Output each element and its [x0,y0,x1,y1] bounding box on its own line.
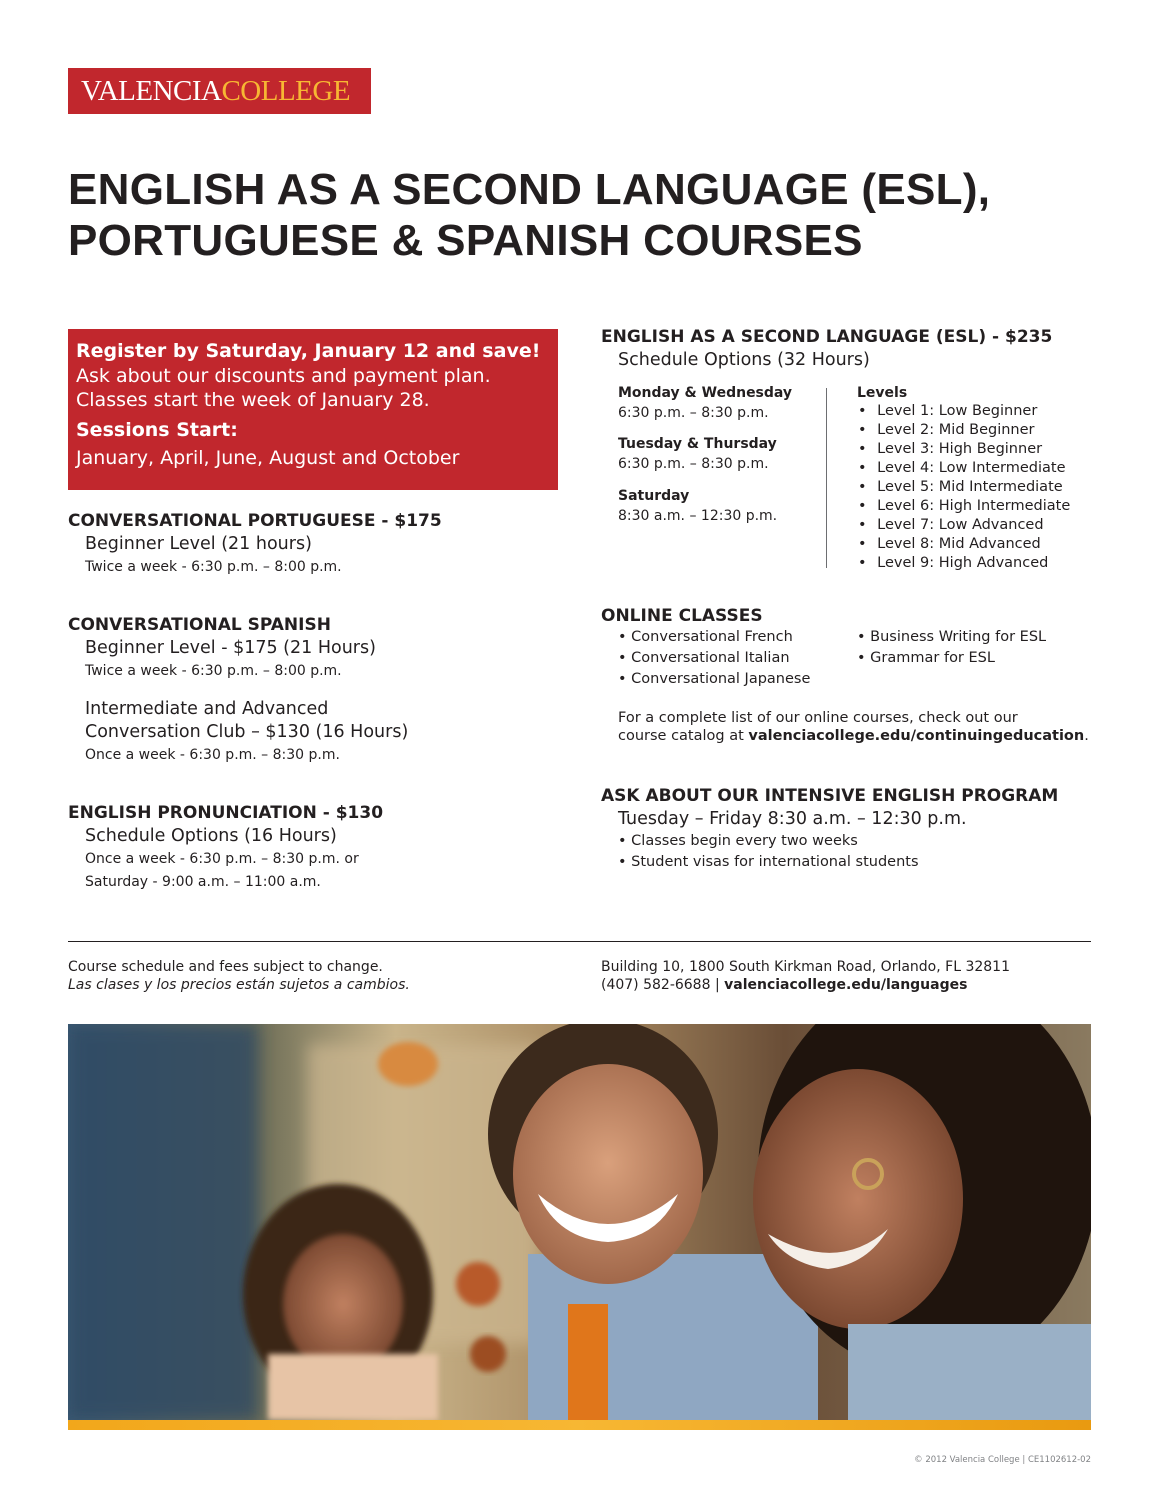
promo-start-text: Classes start the week of January 28. [76,389,430,411]
esl-level-item-text: Level 9: High Advanced [877,555,1049,571]
logo-valencia-text: VALENCIA [81,74,222,107]
bullet-glyph: • [858,441,867,457]
online-class-item-text: Grammar for ESL [870,650,995,666]
bullet-glyph: • [858,555,867,571]
online-class-item [857,648,995,669]
bullet-glyph: • [858,460,867,476]
bullet-glyph: • [857,629,866,645]
footer-divider [68,941,1091,942]
pronunciation-schedule-1: Once a week - 6:30 p.m. – 8:30 p.m. or [85,851,359,867]
spanish-beginner-level: Beginner Level - $175 (21 Hours) [85,638,376,658]
spanish-club-schedule: Once a week - 6:30 p.m. – 8:30 p.m. [85,747,340,763]
page-title [68,164,1108,266]
online-class-item-text: Business Writing for ESL [870,629,1047,645]
online-note-line-1: For a complete list of our online courses, check out our [618,710,1018,726]
promo-discount-text: Ask about our discounts and payment plan. [76,365,491,387]
esl-level-item [858,554,1048,573]
online-note-suffix: . [1084,728,1089,744]
address: Building 10, 1800 South Kirkman Road, Orlando, FL 32811 [601,959,1010,975]
portuguese-heading: CONVERSATIONAL PORTUGUESE - $175 [68,511,442,531]
esl-level-item [858,459,1066,478]
online-class-item-text: Conversational French [631,629,793,645]
sessions-months: January, April, June, August and October [76,447,460,469]
intensive-bullet-item [618,831,858,852]
students-photo [68,1024,1091,1420]
continuing-education-link[interactable]: valenciacollege.edu/continuingeducation [748,728,1085,744]
esl-level-item [858,421,1035,440]
bullet-glyph: • [618,629,627,645]
pronunciation-schedule-2: Saturday - 9:00 a.m. – 11:00 a.m. [85,874,321,890]
online-class-item-text: Conversational Japanese [631,671,811,687]
online-classes-heading: ONLINE CLASSES [601,606,763,626]
esl-level-item-text: Level 8: Mid Advanced [877,536,1041,552]
sessions-start-label: Sessions Start: [76,419,238,441]
online-class-item [857,627,1046,648]
esl-column-divider [826,388,827,568]
bullet-glyph: • [618,650,627,666]
bullet-glyph: • [858,536,867,552]
esl-level-item-text: Level 5: Mid Intermediate [877,479,1063,495]
registration-promo-box [68,329,558,490]
pronunciation-options: Schedule Options (16 Hours) [85,826,337,846]
intensive-bullet-item-text: Classes begin every two weeks [631,833,858,849]
promo-headline: Register by Saturday, January 12 and save! [76,340,541,362]
bullet-glyph: • [858,498,867,514]
online-note-line-2 [618,725,1089,747]
portuguese-level: Beginner Level (21 hours) [85,534,312,554]
disclaimer-spanish-text: Las clases y los precios están sujetos a cambios. [68,977,410,993]
bullet-glyph: • [858,422,867,438]
online-class-item-text: Conversational Italian [631,650,790,666]
portuguese-schedule: Twice a week - 6:30 p.m. – 8:00 p.m. [85,559,342,575]
esl-level-item [858,516,1044,535]
gold-accent-bar [68,1420,1091,1430]
bullet-glyph: • [858,403,867,419]
esl-level-item [858,478,1063,497]
bullet-glyph: • [618,854,627,870]
spanish-heading: CONVERSATIONAL SPANISH [68,615,331,635]
logo-college-text: COLLEGE [221,74,351,107]
page-title-line-2: PORTUGUESE & SPANISH COURSES [68,216,863,265]
bullet-glyph: • [618,833,627,849]
esl-levels-label: Levels [857,385,908,401]
esl-level-item-text: Level 7: Low Advanced [877,517,1044,533]
esl-schedule-options: Schedule Options (32 Hours) [618,350,870,370]
students-photo-illustration [68,1024,1091,1420]
esl-level-item-text: Level 2: Mid Beginner [877,422,1035,438]
esl-level-item [858,497,1070,516]
online-class-item [618,627,793,648]
online-note-prefix: course catalog at [618,728,749,744]
spanish-club-line-1: Intermediate and Advanced [85,699,329,719]
bullet-glyph: • [857,650,866,666]
esl-day-label: Tuesday & Thursday [618,436,777,452]
intensive-bullet-item-text: Student visas for international students [631,854,919,870]
bullet-glyph: • [858,479,867,495]
intensive-bullet-item [618,852,919,873]
esl-level-item [858,440,1042,459]
intensive-english-heading: ASK ABOUT OUR INTENSIVE ENGLISH PROGRAM [601,786,1059,806]
spanish-club-line-2: Conversation Club – $130 (16 Hours) [85,722,409,742]
page-title-line-1: ENGLISH AS A SECOND LANGUAGE (ESL), [68,165,991,214]
college-logo [68,68,371,114]
esl-day-time: 6:30 p.m. – 8:30 p.m. [618,456,769,472]
bullet-glyph: • [618,671,627,687]
copyright-notice: © 2012 Valencia College | CE1102612-02 [914,1455,1091,1465]
esl-day-time: 8:30 a.m. – 12:30 p.m. [618,508,778,524]
esl-heading: ENGLISH AS A SECOND LANGUAGE (ESL) - $235 [601,327,1053,347]
intensive-english-schedule: Tuesday – Friday 8:30 a.m. – 12:30 p.m. [618,809,967,829]
languages-website-link[interactable]: valenciacollege.edu/languages [724,977,968,993]
esl-day-label: Saturday [618,488,690,504]
esl-level-item [858,535,1041,554]
contact-separator: | [710,977,725,993]
phone-number: (407) 582-6688 [601,977,711,993]
esl-day-label: Monday & Wednesday [618,385,793,401]
esl-level-item-text: Level 1: Low Beginner [877,403,1038,419]
online-class-item [618,648,790,669]
esl-level-item-text: Level 4: Low Intermediate [877,460,1066,476]
disclaimer-spanish [68,976,410,995]
bullet-glyph: • [858,517,867,533]
online-class-item [618,669,810,690]
esl-level-item-text: Level 6: High Intermediate [877,498,1071,514]
disclaimer-english: Course schedule and fees subject to change. [68,959,383,975]
contact-line [601,976,967,995]
esl-day-time: 6:30 p.m. – 8:30 p.m. [618,405,769,421]
pronunciation-heading: ENGLISH PRONUNCIATION - $130 [68,803,384,823]
spanish-beginner-schedule: Twice a week - 6:30 p.m. – 8:00 p.m. [85,663,342,679]
esl-level-item [858,402,1037,421]
esl-level-item-text: Level 3: High Beginner [877,441,1043,457]
